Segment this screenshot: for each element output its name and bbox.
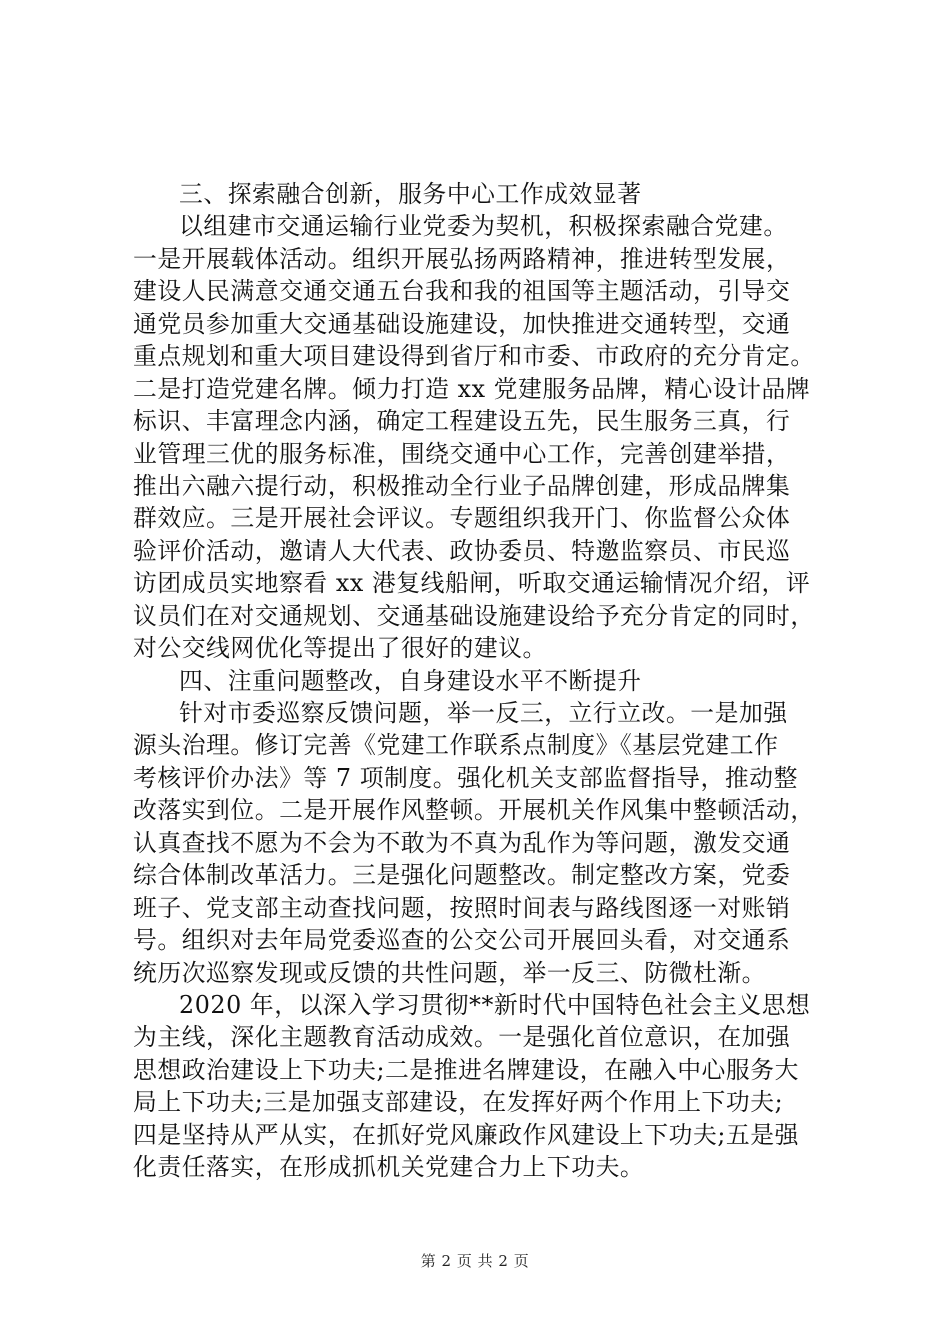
text-line: 统历次巡察发现或反馈的共性问题，举一反三、防微杜渐。 — [133, 958, 767, 987]
text-line: 对公交线网优化等提出了很好的建议。 — [133, 634, 547, 663]
text-line: 为主线，深化主题教育活动成效。一是强化首位意识，在加强 — [133, 1023, 791, 1052]
text-line: 推出六融六提行动，积极推动全行业子品牌创建，形成品牌集 — [133, 471, 791, 500]
text-line: 针对市委巡察反馈问题，举一反三，立行立改。一是加强 — [179, 699, 788, 727]
text-line: 群效应。三是开展社会评议。专题组织我开门、你监督公众体 — [133, 504, 791, 533]
text-line: 三、探索融合创新，服务中心工作成效显著 — [179, 180, 642, 208]
text-line: 以组建市交通运输行业党委为契机，积极探索融合党建。 — [179, 212, 788, 241]
document-body — [133, 178, 833, 1184]
text-line: 重点规划和重大项目建设得到省厅和市委、市政府的充分肯定。 — [133, 342, 815, 371]
text-line: 业管理三优的服务标准，围绕交通中心工作，完善创建举措， — [133, 439, 791, 468]
text-line: 通党员参加重大交通基础设施建设，加快推进交通转型，交通 — [133, 309, 791, 338]
text-line: 考核评价办法》等 7 项制度。强化机关支部监督指导，推动整 — [133, 763, 798, 792]
text-line: 议员们在对交通规划、交通基础设施建设给予充分肯定的同时， — [133, 601, 815, 630]
text-line: 一是开展载体活动。组织开展弘扬两路精神，推进转型发展， — [133, 244, 791, 273]
text-line: 改落实到位。二是开展作风整顿。开展机关作风集中整顿活动， — [133, 796, 815, 825]
text-line: 思想政治建设上下功夫;二是推进名牌建设，在融入中心服务大 — [133, 1055, 799, 1084]
text-line: 四、注重问题整改，自身建设水平不断提升 — [179, 666, 642, 695]
text-line: 局上下功夫;三是加强支部建设，在发挥好两个作用上下功夫; — [133, 1088, 784, 1117]
text-line: 2020 年，以深入学习贯彻**新时代中国特色社会主义思想 — [179, 990, 811, 1019]
text-line: 综合体制改革活力。三是强化问题整改。制定整改方案，党委 — [133, 861, 791, 890]
text-line: 访团成员实地察看 xx 港复线船闸，听取交通运输情况介绍，评 — [133, 569, 811, 598]
text-line: 二是打造党建名牌。倾力打造 xx 党建服务品牌，精心设计品牌 — [133, 374, 811, 403]
text-line: 四是坚持从严从实，在抓好党风廉政作风建设上下功夫;五是强 — [133, 1120, 799, 1149]
text-line: 验评价活动，邀请人大代表、政协委员、特邀监察员、市民巡 — [133, 536, 791, 565]
page-footer: 第 2 页 共 2 页 — [420, 1252, 530, 1270]
text-line: 班子、党支部主动查找问题，按照时间表与路线图逐一对账销 — [133, 893, 791, 922]
text-line: 建设人民满意交通交通五台我和我的祖国等主题活动，引导交 — [133, 277, 791, 306]
text-line: 化责任落实，在形成抓机关党建合力上下功夫。 — [133, 1153, 645, 1182]
text-line: 认真查找不愿为不会为不敢为不真为乱作为等问题，激发交通 — [133, 828, 791, 857]
text-line: 源头治理。修订完善《党建工作联系点制度》《基层党建工作 — [133, 731, 779, 760]
text-line: 号。组织对去年局党委巡查的公交公司开展回头看，对交通系 — [133, 926, 791, 955]
text-line: 标识、丰富理念内涵，确定工程建设五先，民生服务三真，行 — [133, 407, 791, 436]
